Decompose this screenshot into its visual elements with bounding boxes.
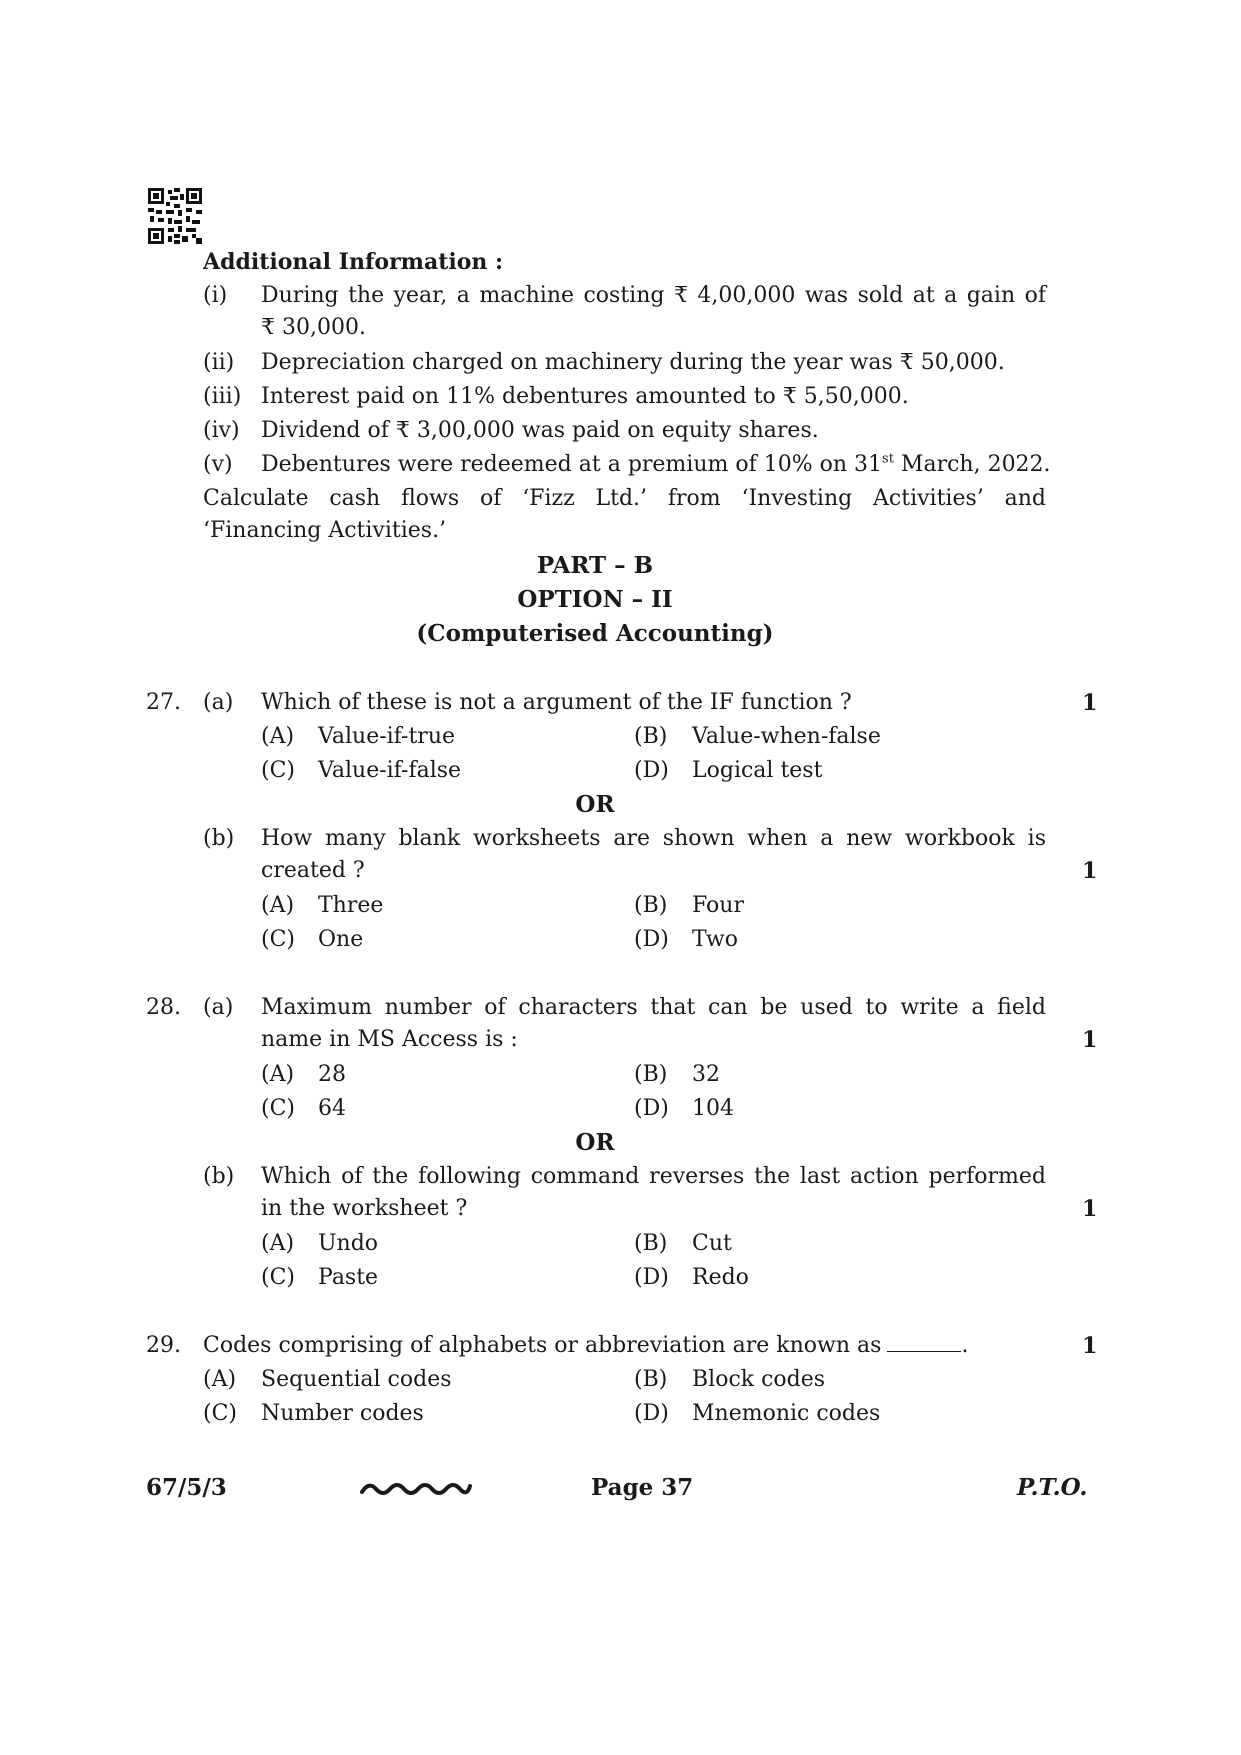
option-key: (A) [203, 1367, 237, 1392]
or-separator: OR [575, 791, 615, 818]
info-item-text: Interest paid on 11% debentures amounted to ₹ 5,50,000. [261, 384, 909, 409]
additional-info-heading: Additional Information : [203, 249, 504, 275]
option-key: (A) [261, 1231, 295, 1256]
marks: 1 [1082, 858, 1098, 884]
marks: 1 [1082, 1196, 1098, 1222]
option-text: 28 [318, 1062, 346, 1087]
info-item-number: (iv) [203, 418, 240, 443]
question-part-label: (a) [203, 995, 234, 1020]
question-text: Codes comprising of alphabets or abbreviation are known as . [203, 1333, 969, 1358]
info-item-number: (v) [203, 452, 233, 477]
info-item-number: (i) [203, 283, 228, 308]
option-text: Three [318, 893, 384, 918]
option-text: Number codes [261, 1401, 424, 1426]
pto-label: P.T.O. [1017, 1474, 1088, 1501]
info-item-text: ₹ 30,000. [261, 315, 366, 340]
option-key: (C) [261, 1096, 295, 1121]
wave-ornament-icon [360, 1478, 472, 1500]
info-item-number: (iii) [203, 384, 242, 409]
option-text: Value-if-false [318, 758, 462, 783]
option-text: 32 [692, 1062, 720, 1087]
option-text: Value-when-false [692, 724, 881, 749]
question-number: 28. [146, 995, 181, 1020]
option-text: Undo [318, 1231, 379, 1256]
question-text: name in MS Access is : [261, 1027, 518, 1052]
option-key: (B) [634, 724, 668, 749]
answer-blank [887, 1333, 961, 1352]
option-key: (D) [634, 927, 669, 952]
marks: 1 [1082, 1027, 1098, 1053]
option-key: (C) [261, 1265, 295, 1290]
option-text: Sequential codes [261, 1367, 452, 1392]
option-key: (A) [261, 1062, 295, 1087]
instruction-text: ‘Financing Activities.’ [203, 518, 447, 543]
question-text: Which of the following command reverses the last action performed [261, 1164, 1046, 1189]
question-text: Maximum number of characters that can be used to write a field [261, 995, 1046, 1020]
instruction-text: Calculate cash flows of ‘Fizz Ltd.’ from ‘Investing Activities’ and [203, 486, 1046, 511]
option-text: Value-if-true [318, 724, 456, 749]
qr-code-icon [148, 188, 202, 244]
info-item-text: Dividend of ₹ 3,00,000 was paid on equity shares. [261, 418, 819, 443]
question-text: created ? [261, 858, 365, 883]
option-key: (D) [634, 758, 669, 783]
paper-code: 67/5/3 [146, 1474, 227, 1501]
section-subtitle: (Computerised Accounting) [416, 620, 774, 647]
option-text: Paste [318, 1265, 379, 1290]
question-text: in the worksheet ? [261, 1196, 468, 1221]
marks: 1 [1082, 1333, 1098, 1359]
question-part-label: (b) [203, 1164, 235, 1189]
option-text: Block codes [692, 1367, 826, 1392]
option-text: One [318, 927, 364, 952]
option-key: (C) [261, 927, 295, 952]
part-heading: PART – B [536, 552, 654, 579]
marks: 1 [1082, 690, 1098, 716]
option-text: 64 [318, 1096, 346, 1121]
question-number: 29. [146, 1333, 181, 1358]
option-key: (B) [634, 893, 668, 918]
option-key: (D) [634, 1265, 669, 1290]
option-text: 104 [692, 1096, 734, 1121]
option-text: Four [692, 893, 744, 918]
question-part-label: (b) [203, 826, 235, 851]
option-key: (B) [634, 1231, 668, 1256]
question-text: How many blank worksheets are shown when a new workbook is [261, 826, 1046, 851]
option-heading: OPTION – II [517, 586, 673, 613]
or-separator: OR [575, 1129, 615, 1156]
option-key: (A) [261, 893, 295, 918]
question-part-label: (a) [203, 690, 234, 715]
option-key: (B) [634, 1062, 668, 1087]
option-text: Logical test [692, 758, 823, 783]
option-text: Redo [692, 1265, 749, 1290]
option-text: Mnemonic codes [692, 1401, 881, 1426]
option-key: (C) [261, 758, 295, 783]
page-number: Page 37 [591, 1474, 694, 1501]
option-text: Two [692, 927, 738, 952]
question-number: 27. [146, 690, 181, 715]
info-item-text: During the year, a machine costing ₹ 4,00,000 was sold at a gain of [261, 283, 1046, 308]
option-text: Cut [692, 1231, 732, 1256]
option-key: (D) [634, 1096, 669, 1121]
info-item-text: Depreciation charged on machinery during the year was ₹ 50,000. [261, 350, 1005, 375]
option-key: (D) [634, 1401, 669, 1426]
info-item-number: (ii) [203, 350, 235, 375]
option-key: (B) [634, 1367, 668, 1392]
info-item-text: Debentures were redeemed at a premium of 10% on 31st March, 2022. [261, 451, 1051, 477]
question-text: Which of these is not a argument of the IF function ? [261, 690, 852, 715]
option-key: (A) [261, 724, 295, 749]
option-key: (C) [203, 1401, 237, 1426]
